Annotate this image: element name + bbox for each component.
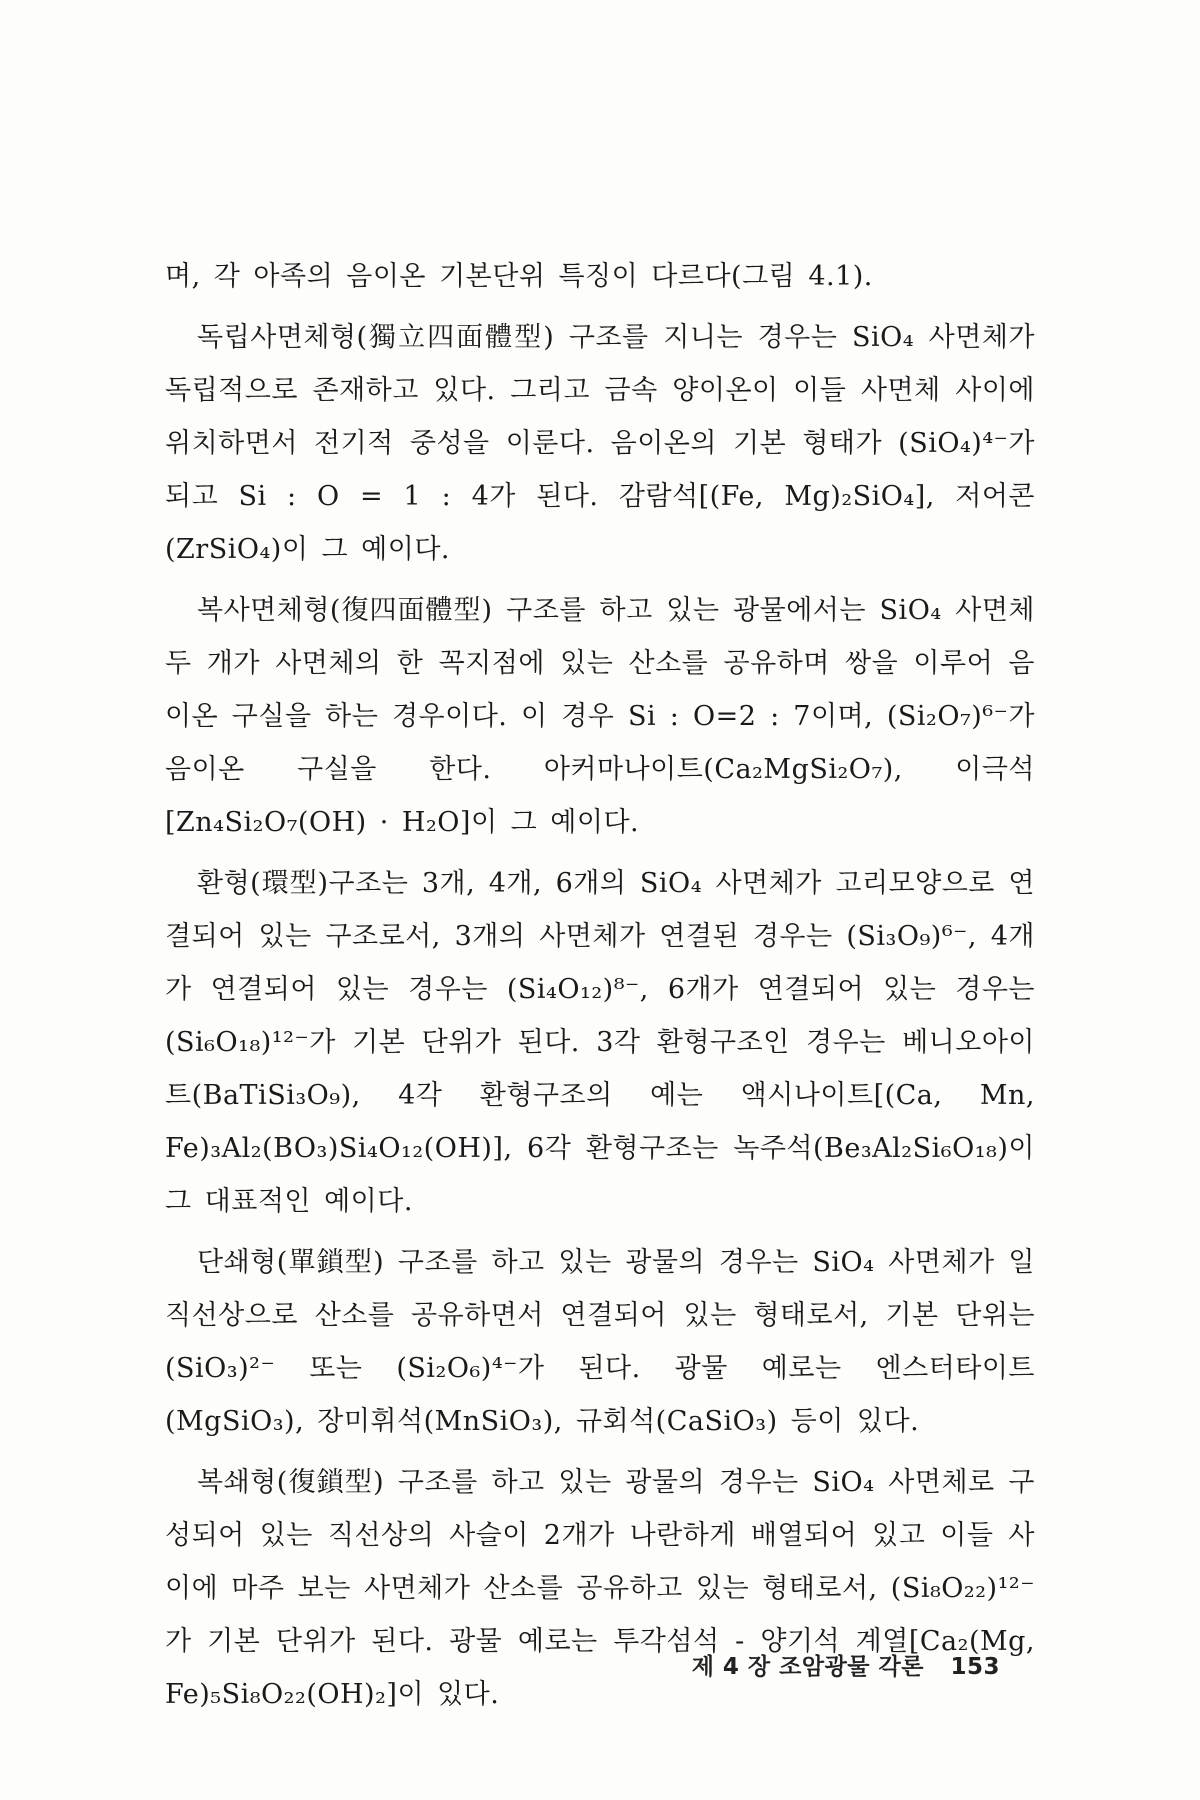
paragraph-independent-tetrahedra: 독립사면체형(獨立四面體型) 구조를 지니는 경우는 SiO₄ 사면체가 독립적으로 존재하고 있다. 그리고 금속 양이온이 이들 사면체 사이에 위치하면서 전기적 중성을 이룬다. 음이온의 기본 형태가 (SiO₄)⁴⁻가 되고 Si : O = 1 : 4가 된다. 감람석[(Fe, Mg)₂SiO₄], 저어콘 (ZrSiO₄)이 그 예이다. (165, 322, 1035, 565)
paragraph-double-chain: 복쇄형(復鎖型) 구조를 하고 있는 광물의 경우는 SiO₄ 사면체로 구성되어 있는 직선상의 사슬이 2개가 나란하게 배열되어 있고 이들 사이에 마주 보는 사면체가 산소를 공유하고 있는 형태로서, (Si₈O₂₂)¹²⁻가 기본 단위가 된다. 광물 예로는 투각섬석 - 양기석 계열[Ca₂(Mg, Fe)₅Si₈O₂₂(OH)₂]이 있다. (165, 1467, 1035, 1710)
page-number: 153 (950, 1654, 1000, 1680)
body-text (165, 250, 1035, 1729)
page-footer (692, 1648, 1000, 1681)
paragraph-ring-structure: 환형(環型)구조는 3개, 4개, 6개의 SiO₄ 사면체가 고리모양으로 연결되어 있는 구조로서, 3개의 사면체가 연결된 경우는 (Si₃O₉)⁶⁻, 4개가 연결되어 있는 경우는 (Si₄O₁₂)⁸⁻, 6개가 연결되어 있는 경우는 (Si₆O₁₈)¹²⁻가 기본 단위가 된다. 3각 환형구조인 경우는 베니오아이트(BaTiSi₃O₉), 4각 환형구조의 예는 액시나이트[(Ca, Mn, Fe)₃Al₂(BO₃)Si₄O₁₂(OH)], 6각 환형구조는 녹주석(Be₃Al₂Si₆O₁₈)이 그 대표적인 예이다. (165, 868, 1035, 1217)
paragraph-single-chain: 단쇄형(單鎖型) 구조를 하고 있는 광물의 경우는 SiO₄ 사면체가 일직선상으로 산소를 공유하면서 연결되어 있는 형태로서, 기본 단위는 (SiO₃)²⁻ 또는 (Si₂O₆)⁴⁻가 된다. 광물 예로는 엔스터타이트 (MgSiO₃), 장미휘석(MnSiO₃), 규회석(CaSiO₃) 등이 있다. (165, 1247, 1035, 1437)
running-footer-chapter: 제 4 장 조암광물 각론 (691, 1654, 924, 1680)
paragraph-double-tetrahedra: 복사면체형(復四面體型) 구조를 하고 있는 광물에서는 SiO₄ 사면체 두 개가 사면체의 한 꼭지점에 있는 산소를 공유하며 쌍을 이루어 음이온 구실을 하는 경우이다. 이 경우 Si : O=2 : 7이며, (Si₂O₇)⁶⁻가 음이온 구실을 한다. 아커마나이트(Ca₂MgSi₂O₇), 이극석 [Zn₄Si₂O₇(OH) · H₂O]이 그 예이다. (165, 595, 1035, 838)
paragraph-continuation: 며, 각 아족의 음이온 기본단위 특징이 다르다(그림 4.1). (165, 261, 873, 292)
